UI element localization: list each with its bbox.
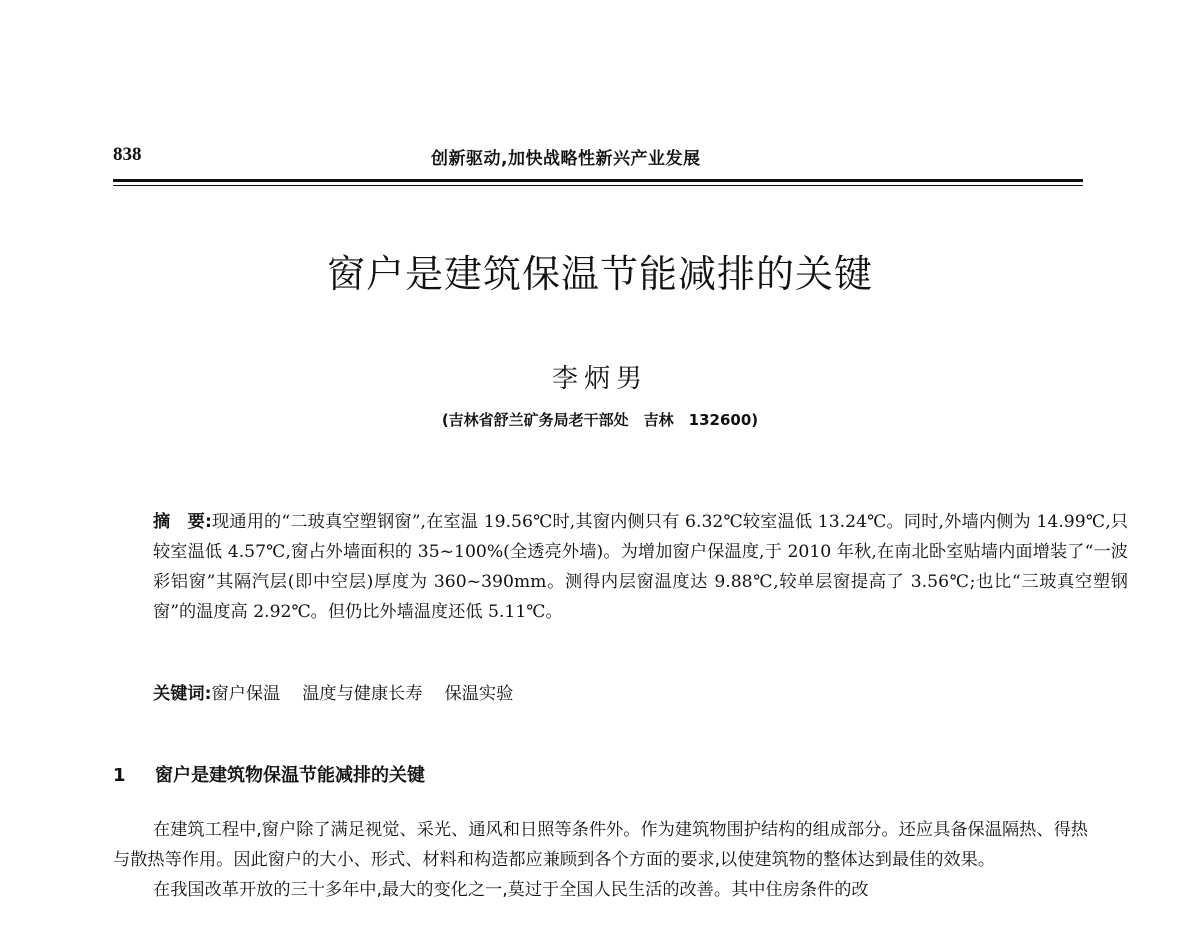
abstract [113, 507, 1128, 627]
running-title: 创新驱动,加快战略性新兴产业发展 [431, 149, 701, 169]
abstract-text: 现通用的“二玻真空塑钢窗”,在室温 19.56℃时,其窗内侧只有 6.32℃较室温低 13.24℃。同时,外墙内侧为 14.99℃,只较室温低 4.57℃,窗占外墙面积的 35~100%(全透亮外墙)。为增加窗户保温度,于 2010 年秋,在南北卧室贴墙内面增装了“一波彩铝窗”其隔汽层(即中空层)厚度为 360~390mm。测得内层窗温度达 9.88℃,较单层窗提高了 3.56℃;也比“三玻真空塑钢窗”的温度高 2.92℃。但仍比外墙温度还低 5.11℃。 [153, 512, 1128, 622]
page-number: 838 [113, 144, 142, 165]
keyword-item: 温度与健康长寿 [302, 684, 423, 704]
article-title: 窗户是建筑保温节能减排的关键 [326, 252, 873, 296]
body-paragraph: 在建筑工程中,窗户除了满足视觉、采光、通风和日照等条件外。作为建筑物围护结构的组成部分。还应具备保温隔热、得热与散热等作用。因此窗户的大小、形式、材料和构造都应兼顾到各个方面的要求,以使建筑物的整体达到最佳的效果。 [113, 820, 1088, 870]
section-body [113, 815, 1088, 905]
author-name: 李炳男 [551, 364, 648, 394]
keywords-label: 关键词: [153, 684, 212, 704]
author-affiliation: (吉林省舒兰矿务局老干部处 吉林 132600) [441, 411, 759, 429]
section-heading [113, 761, 1083, 791]
keywords [153, 679, 1083, 709]
keyword-item: 保温实验 [444, 684, 514, 704]
running-header [113, 142, 1083, 172]
section-title: 窗户是建筑物保温节能减排的关键 [155, 765, 425, 786]
keyword-item: 窗户保温 [211, 684, 281, 704]
header-rule-thick [113, 179, 1083, 182]
header-rule-thin [113, 185, 1083, 186]
section-number: 1 [113, 765, 126, 786]
body-paragraph: 在我国改革开放的三十多年中,最大的变化之一,莫过于全国人民生活的改善。其中住房条件的改 [153, 880, 869, 900]
abstract-label: 摘 要: [153, 512, 212, 532]
